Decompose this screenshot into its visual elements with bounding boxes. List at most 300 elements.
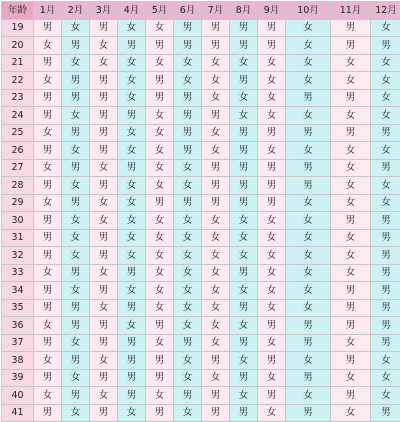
gender-cell: 男 (371, 317, 400, 335)
gender-cell: 男 (230, 159, 258, 177)
gender-cell: 女 (331, 177, 371, 195)
gender-cell: 女 (62, 142, 90, 160)
gender-cell: 男 (90, 229, 118, 247)
gender-cell: 男 (90, 317, 118, 335)
gender-cell: 女 (34, 352, 62, 370)
gender-cell: 男 (174, 142, 202, 160)
month-header: 12月 (371, 2, 400, 20)
gender-cell: 男 (118, 107, 146, 125)
gender-cell: 女 (174, 352, 202, 370)
table-row (2, 54, 400, 72)
month-header: 7月 (202, 2, 230, 20)
gender-cell: 女 (146, 282, 174, 300)
gender-cell: 男 (90, 369, 118, 387)
gender-cell: 女 (34, 317, 62, 335)
gender-cell: 女 (371, 72, 400, 90)
gender-cell: 女 (202, 89, 230, 107)
gender-cell: 女 (230, 89, 258, 107)
gender-cell: 男 (62, 159, 90, 177)
gender-cell: 女 (174, 247, 202, 265)
gender-cell: 男 (34, 404, 62, 422)
gender-cell: 女 (118, 194, 146, 212)
gender-cell: 女 (230, 107, 258, 125)
gender-cell: 女 (202, 72, 230, 90)
gender-cell: 男 (286, 159, 331, 177)
month-header: 9月 (258, 2, 286, 20)
gender-cell: 男 (174, 334, 202, 352)
gender-cell: 女 (174, 72, 202, 90)
gender-cell: 男 (34, 177, 62, 195)
gender-cell: 男 (230, 369, 258, 387)
gender-cell: 女 (286, 264, 331, 282)
gender-cell: 女 (371, 369, 400, 387)
table-row (2, 124, 400, 142)
gender-cell: 男 (118, 37, 146, 55)
month-header: 10月 (286, 2, 331, 20)
table-row (2, 317, 400, 335)
gender-cell: 男 (34, 54, 62, 72)
table-row (2, 212, 400, 230)
gender-cell: 女 (286, 282, 331, 300)
gender-cell: 女 (174, 404, 202, 422)
gender-cell: 女 (331, 142, 371, 160)
gender-cell: 男 (331, 19, 371, 37)
gender-cell: 女 (118, 142, 146, 160)
gender-cell: 男 (331, 299, 371, 317)
gender-cell: 男 (371, 299, 400, 317)
gender-cell: 女 (118, 404, 146, 422)
gender-cell: 女 (286, 352, 331, 370)
gender-cell: 男 (331, 124, 371, 142)
gender-cell: 男 (286, 334, 331, 352)
table-row (2, 299, 400, 317)
gender-cell: 男 (146, 37, 174, 55)
gender-cell: 女 (34, 37, 62, 55)
age-cell: 31 (2, 229, 34, 247)
gender-cell: 女 (371, 142, 400, 160)
month-header: 4月 (118, 2, 146, 20)
gender-cell: 男 (34, 142, 62, 160)
gender-cell: 男 (331, 212, 371, 230)
month-header: 1月 (34, 2, 62, 20)
gender-cell: 男 (34, 247, 62, 265)
gender-cell: 男 (118, 334, 146, 352)
gender-cell: 男 (90, 247, 118, 265)
gender-cell: 女 (331, 107, 371, 125)
gender-cell: 女 (146, 334, 174, 352)
gender-cell: 男 (34, 107, 62, 125)
gender-cell: 男 (62, 72, 90, 90)
gender-cell: 女 (202, 282, 230, 300)
gender-cell: 男 (286, 369, 331, 387)
gender-cell: 女 (202, 124, 230, 142)
gender-cell: 男 (62, 352, 90, 370)
gender-cell: 女 (146, 229, 174, 247)
gender-cell: 女 (371, 194, 400, 212)
gender-cell: 男 (331, 89, 371, 107)
gender-cell: 男 (118, 299, 146, 317)
gender-cell: 男 (258, 159, 286, 177)
gender-cell: 女 (174, 317, 202, 335)
gender-cell: 女 (146, 124, 174, 142)
age-cell: 21 (2, 54, 34, 72)
gender-cell: 女 (371, 352, 400, 370)
gender-cell: 男 (286, 89, 331, 107)
gender-cell: 女 (230, 317, 258, 335)
gender-cell: 女 (118, 19, 146, 37)
gender-cell: 女 (90, 54, 118, 72)
age-cell: 24 (2, 107, 34, 125)
age-cell: 28 (2, 177, 34, 195)
gender-cell: 女 (258, 299, 286, 317)
gender-cell: 女 (258, 282, 286, 300)
table-row (2, 37, 400, 55)
gender-cell: 男 (90, 19, 118, 37)
gender-cell: 男 (62, 194, 90, 212)
gender-cell: 女 (258, 334, 286, 352)
gender-cell: 男 (286, 404, 331, 422)
age-cell: 32 (2, 247, 34, 265)
gender-cell: 女 (90, 37, 118, 55)
gender-cell: 女 (202, 212, 230, 230)
month-header: 2月 (62, 2, 90, 20)
gender-cell: 女 (202, 264, 230, 282)
gender-cell: 男 (371, 264, 400, 282)
table-row (2, 159, 400, 177)
gender-cell: 男 (62, 264, 90, 282)
age-cell: 39 (2, 369, 34, 387)
gender-cell: 男 (258, 352, 286, 370)
gender-prediction-table (1, 1, 400, 422)
gender-cell: 女 (258, 247, 286, 265)
gender-cell: 女 (118, 72, 146, 90)
gender-cell: 男 (230, 124, 258, 142)
gender-cell: 男 (202, 404, 230, 422)
gender-cell: 女 (90, 159, 118, 177)
gender-cell: 男 (118, 352, 146, 370)
gender-cell: 女 (286, 212, 331, 230)
gender-cell: 女 (34, 159, 62, 177)
age-cell: 36 (2, 317, 34, 335)
gender-cell: 男 (371, 212, 400, 230)
gender-cell: 女 (62, 369, 90, 387)
table-row (2, 264, 400, 282)
gender-cell: 女 (371, 177, 400, 195)
age-cell: 27 (2, 159, 34, 177)
gender-cell: 女 (62, 212, 90, 230)
age-cell: 33 (2, 264, 34, 282)
gender-cell: 男 (174, 124, 202, 142)
table-row (2, 72, 400, 90)
table-row (2, 282, 400, 300)
gender-cell: 女 (331, 247, 371, 265)
gender-cell: 男 (258, 317, 286, 335)
month-header: 3月 (90, 2, 118, 20)
gender-cell: 男 (34, 334, 62, 352)
gender-cell: 男 (118, 369, 146, 387)
age-cell: 35 (2, 299, 34, 317)
gender-cell: 女 (331, 334, 371, 352)
gender-cell: 男 (62, 124, 90, 142)
gender-cell: 女 (62, 54, 90, 72)
gender-cell: 女 (118, 54, 146, 72)
age-cell: 37 (2, 334, 34, 352)
gender-cell: 女 (286, 194, 331, 212)
gender-cell: 女 (174, 159, 202, 177)
table-row (2, 352, 400, 370)
gender-cell: 男 (34, 89, 62, 107)
age-cell: 40 (2, 387, 34, 405)
gender-cell: 女 (174, 212, 202, 230)
gender-cell: 女 (230, 54, 258, 72)
gender-cell: 男 (202, 107, 230, 125)
gender-cell: 男 (34, 369, 62, 387)
table-row (2, 369, 400, 387)
gender-cell: 男 (230, 142, 258, 160)
age-cell: 29 (2, 194, 34, 212)
gender-cell: 女 (34, 124, 62, 142)
gender-cell: 女 (230, 387, 258, 405)
gender-cell: 女 (62, 107, 90, 125)
table-row (2, 107, 400, 125)
gender-cell: 女 (146, 142, 174, 160)
gender-cell: 男 (90, 334, 118, 352)
month-header: 6月 (174, 2, 202, 20)
gender-cell: 男 (34, 212, 62, 230)
gender-cell: 女 (174, 264, 202, 282)
gender-cell: 男 (34, 19, 62, 37)
gender-cell: 男 (371, 404, 400, 422)
gender-cell: 男 (174, 194, 202, 212)
gender-cell: 男 (230, 194, 258, 212)
gender-cell: 男 (202, 159, 230, 177)
gender-cell: 女 (331, 229, 371, 247)
gender-cell: 女 (258, 264, 286, 282)
gender-cell: 女 (202, 142, 230, 160)
gender-cell: 女 (202, 299, 230, 317)
gender-cell: 女 (202, 369, 230, 387)
gender-cell: 男 (90, 404, 118, 422)
gender-cell: 男 (230, 334, 258, 352)
gender-cell: 男 (202, 19, 230, 37)
gender-cell: 女 (90, 212, 118, 230)
gender-cell: 女 (118, 317, 146, 335)
gender-cell: 男 (118, 264, 146, 282)
gender-cell: 女 (202, 317, 230, 335)
gender-cell: 男 (230, 177, 258, 195)
gender-cell: 男 (258, 194, 286, 212)
gender-cell: 男 (230, 299, 258, 317)
gender-cell: 男 (202, 387, 230, 405)
gender-cell: 女 (90, 194, 118, 212)
gender-cell: 女 (62, 229, 90, 247)
gender-cell: 女 (230, 247, 258, 265)
table-row (2, 142, 400, 160)
age-cell: 38 (2, 352, 34, 370)
gender-cell: 男 (174, 107, 202, 125)
gender-cell: 女 (286, 107, 331, 125)
gender-cell: 男 (174, 37, 202, 55)
age-cell: 30 (2, 212, 34, 230)
gender-cell: 男 (331, 387, 371, 405)
gender-cell: 男 (371, 124, 400, 142)
gender-cell: 女 (118, 229, 146, 247)
age-cell: 25 (2, 124, 34, 142)
gender-cell: 女 (258, 54, 286, 72)
gender-cell: 女 (230, 212, 258, 230)
gender-cell: 男 (146, 404, 174, 422)
gender-cell: 女 (174, 299, 202, 317)
gender-cell: 男 (202, 177, 230, 195)
gender-cell: 女 (146, 387, 174, 405)
gender-cell: 男 (202, 37, 230, 55)
gender-cell: 男 (230, 37, 258, 55)
gender-cell: 女 (202, 229, 230, 247)
gender-cell: 女 (258, 89, 286, 107)
gender-cell: 男 (286, 124, 331, 142)
gender-cell: 女 (331, 194, 371, 212)
gender-cell: 男 (286, 317, 331, 335)
gender-cell: 女 (202, 334, 230, 352)
gender-cell: 男 (202, 352, 230, 370)
gender-cell: 女 (118, 212, 146, 230)
gender-cell: 男 (146, 317, 174, 335)
table-row (2, 89, 400, 107)
table-row (2, 19, 400, 37)
gender-cell: 女 (118, 282, 146, 300)
gender-cell: 男 (90, 72, 118, 90)
gender-cell: 女 (331, 54, 371, 72)
month-header: 11月 (331, 2, 371, 20)
gender-cell: 女 (146, 264, 174, 282)
gender-cell: 男 (371, 37, 400, 55)
gender-cell: 女 (174, 54, 202, 72)
table-row (2, 194, 400, 212)
age-cell: 19 (2, 19, 34, 37)
gender-cell: 男 (331, 317, 371, 335)
gender-cell: 女 (331, 404, 371, 422)
gender-cell: 女 (371, 107, 400, 125)
age-cell: 22 (2, 72, 34, 90)
gender-cell: 女 (174, 369, 202, 387)
gender-cell: 男 (371, 282, 400, 300)
gender-cell: 男 (230, 19, 258, 37)
gender-cell: 女 (202, 54, 230, 72)
gender-cell: 女 (371, 54, 400, 72)
gender-cell: 男 (258, 387, 286, 405)
gender-cell: 男 (371, 334, 400, 352)
gender-cell: 女 (34, 264, 62, 282)
gender-cell: 女 (286, 19, 331, 37)
gender-cell: 女 (118, 177, 146, 195)
gender-cell: 女 (118, 124, 146, 142)
gender-cell: 男 (90, 282, 118, 300)
gender-cell: 女 (331, 159, 371, 177)
gender-cell: 男 (258, 177, 286, 195)
gender-cell: 男 (146, 72, 174, 90)
gender-cell: 男 (62, 387, 90, 405)
gender-cell: 女 (331, 369, 371, 387)
gender-cell: 男 (62, 37, 90, 55)
gender-cell: 女 (146, 212, 174, 230)
gender-cell: 男 (371, 229, 400, 247)
age-cell: 34 (2, 282, 34, 300)
gender-cell: 女 (174, 282, 202, 300)
gender-cell: 女 (146, 107, 174, 125)
gender-cell: 女 (34, 387, 62, 405)
gender-cell: 男 (118, 387, 146, 405)
month-header: 8月 (230, 2, 258, 20)
age-cell: 20 (2, 37, 34, 55)
gender-cell: 女 (90, 352, 118, 370)
gender-cell: 女 (34, 194, 62, 212)
gender-cell: 女 (62, 282, 90, 300)
gender-cell: 女 (371, 387, 400, 405)
gender-cell: 男 (371, 247, 400, 265)
table-body (2, 19, 400, 422)
gender-cell: 男 (174, 89, 202, 107)
gender-cell: 女 (146, 177, 174, 195)
gender-cell: 男 (146, 89, 174, 107)
gender-cell: 女 (202, 247, 230, 265)
gender-cell: 女 (90, 299, 118, 317)
gender-cell: 女 (258, 72, 286, 90)
gender-cell: 女 (258, 404, 286, 422)
gender-cell: 男 (62, 317, 90, 335)
gender-cell: 男 (174, 387, 202, 405)
gender-cell: 女 (286, 299, 331, 317)
month-header: 5月 (146, 2, 174, 20)
gender-cell: 女 (90, 264, 118, 282)
gender-cell: 男 (286, 177, 331, 195)
gender-cell: 男 (34, 299, 62, 317)
gender-cell: 男 (258, 37, 286, 55)
gender-cell: 女 (62, 19, 90, 37)
gender-cell: 男 (34, 282, 62, 300)
gender-cell: 女 (258, 212, 286, 230)
gender-cell: 女 (286, 54, 331, 72)
gender-cell: 男 (90, 107, 118, 125)
gender-cell: 女 (286, 72, 331, 90)
gender-cell: 女 (230, 282, 258, 300)
gender-cell: 女 (258, 107, 286, 125)
table-row (2, 177, 400, 195)
gender-cell: 男 (90, 124, 118, 142)
gender-cell: 男 (146, 352, 174, 370)
age-cell: 41 (2, 404, 34, 422)
gender-cell: 男 (146, 194, 174, 212)
gender-cell: 男 (230, 264, 258, 282)
gender-cell: 男 (331, 282, 371, 300)
gender-cell: 男 (258, 124, 286, 142)
gender-cell: 女 (258, 142, 286, 160)
gender-cell: 女 (230, 229, 258, 247)
gender-cell: 女 (62, 177, 90, 195)
gender-cell: 女 (286, 229, 331, 247)
gender-cell: 男 (371, 159, 400, 177)
gender-cell: 男 (230, 72, 258, 90)
gender-cell: 女 (146, 299, 174, 317)
gender-cell: 男 (258, 19, 286, 37)
table-row (2, 247, 400, 265)
gender-cell: 男 (230, 404, 258, 422)
gender-cell: 女 (286, 37, 331, 55)
age-cell: 23 (2, 89, 34, 107)
gender-cell: 女 (230, 352, 258, 370)
gender-cell: 男 (146, 369, 174, 387)
gender-cell: 女 (371, 89, 400, 107)
table-row (2, 387, 400, 405)
